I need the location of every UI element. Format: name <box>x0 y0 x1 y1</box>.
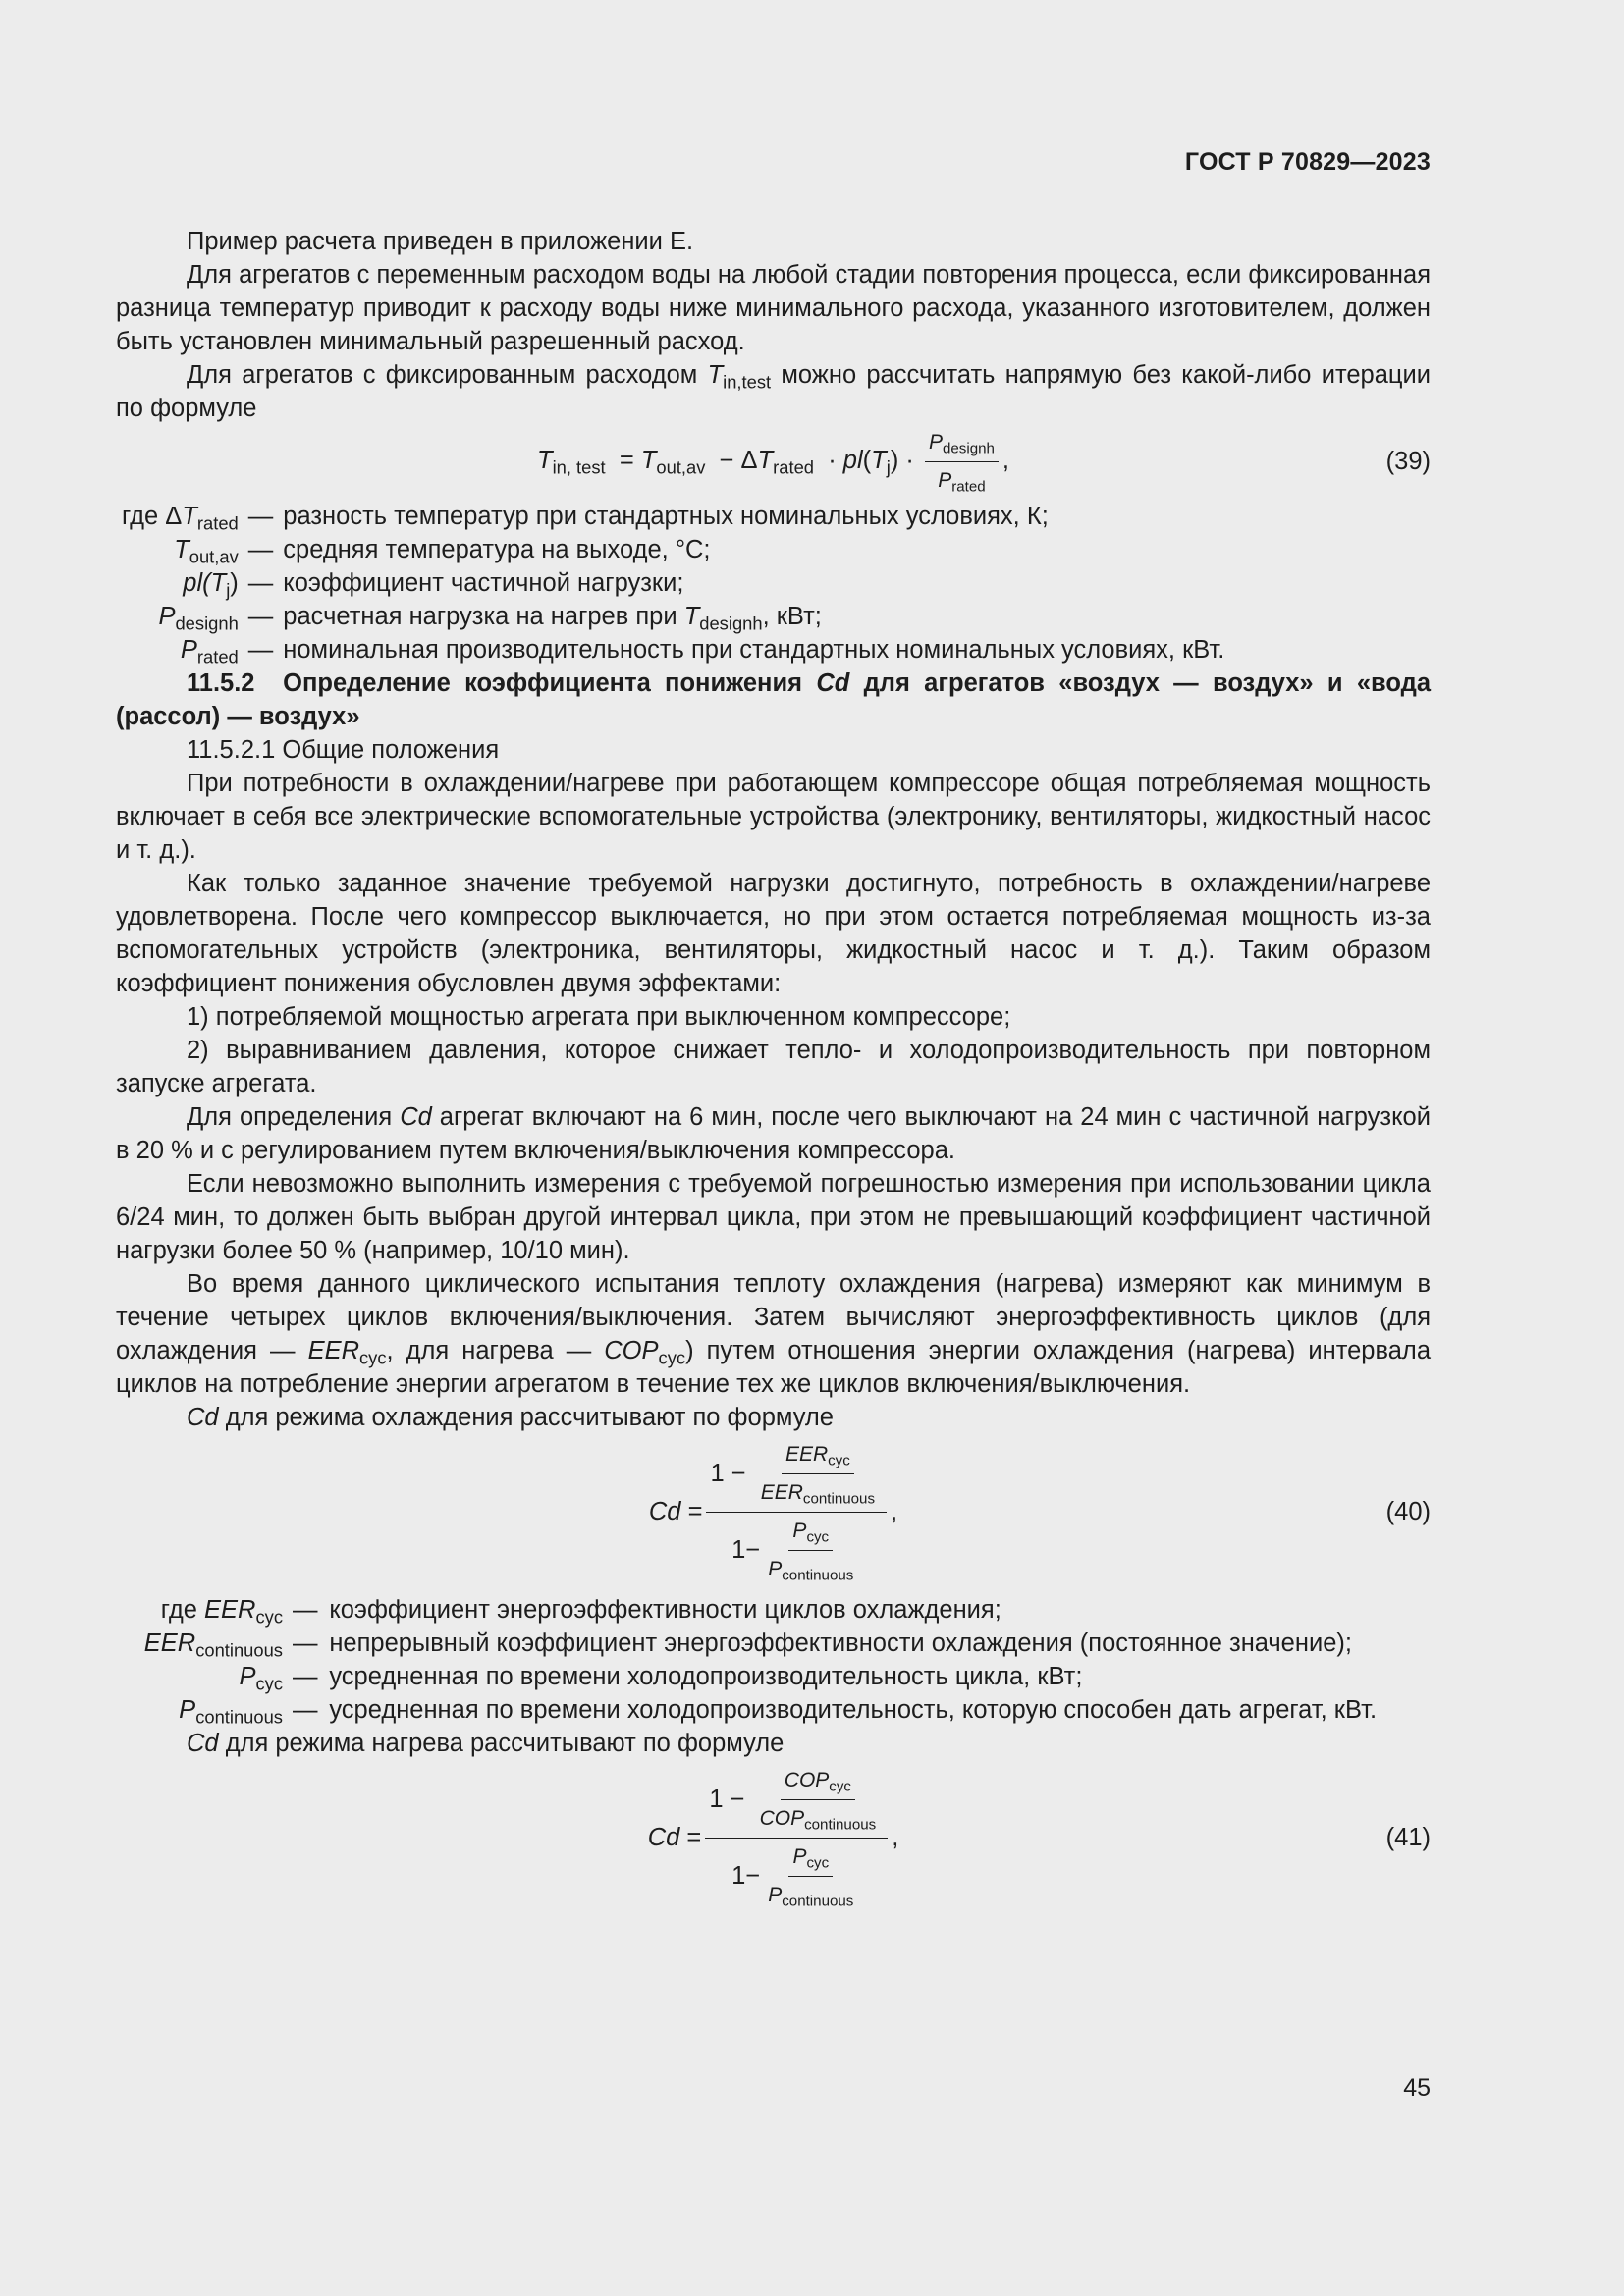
definition-row: $P_{cyc}$ — усредненная по времени холодопроизводительность цикла, кВт; <box>239 1663 1083 1694</box>
fraction: $\frac{P_{cyc}}{P_{continuous}}$ <box>764 1515 857 1586</box>
paragraph: Пример расчета приведен в приложении Е. <box>187 228 694 255</box>
fraction: $\frac{P_{cyc}}{P_{continuous}}$ <box>764 1841 857 1912</box>
definitions-40 <box>116 1593 1431 1727</box>
list-item: 2) выравниванием давления, которое снижает тепло- и холодопроизводительность при повторном запуске агрегата. <box>116 1037 1431 1097</box>
fraction-outer: 1 − $\frac{EER_{cyc}}{EER_{continuous}}$ 1− $\frac{P_{cyc}}{P_{continuous}}$ <box>706 1438 887 1586</box>
definition-row: $T_{out,av}$ — средняя температура на выходе, °С; <box>174 536 711 567</box>
fraction: $\frac{COP_{cyc}}{COP_{continuous}}$ <box>756 1764 881 1836</box>
definition-row: $P_{continuous}$ — усредненная по времени холодопроизводительность, которую способен дать агрегат, кВт. <box>179 1696 1378 1728</box>
formula-39 <box>116 427 1431 496</box>
formula-40-body: Cd = 1 − $\frac{EER_{cyc}}{EER_{continuous}}$ 1− $\frac{P_{cyc}}{P_{continuous}}$ , <box>649 1438 897 1586</box>
paragraph: Для определения Cd агрегат включают на 6 мин, после чего выключают на 24 мин с частичной нагрузкой в 20 % и с регулированием путем включения/выключения компрессора. <box>116 1103 1431 1164</box>
formula-41-body: Cd = 1 − $\frac{COP_{cyc}}{COP_{continuous}}$ 1− $\frac{P_{cyc}}{P_{continuous}}$ , <box>648 1764 899 1912</box>
paragraph: Для агрегатов с фиксированным расходом $T_{in,test}$ можно рассчитать напрямую без какой-либо итерации по формуле <box>116 361 1431 422</box>
page-content <box>116 225 1431 1911</box>
paragraph: Как только заданное значение требуемой нагрузки достигнуто, потребность в охлаждении/нагреве удовлетворена. После чего компрессор выключается, но при этом остается потребляемая мощность из-за вспомогательных устройств (электроника, вентиляторы, жидкостный насос и т. д.). Таким образом коэффициент понижения обусловлен двумя эффектами: <box>116 870 1431 997</box>
paragraph: Для агрегатов с переменным расходом воды на любой стадии повторения процесса, если фиксированная разница температур приводит к расходу воды ниже минимального расхода, указанного изготовителем, должен быть установлен минимальный разрешенный расход. <box>116 261 1431 355</box>
definition-row: $P_{designh}$ — расчетная нагрузка на нагрев при $T_{designh}$, кВт; <box>158 603 822 634</box>
subsection-heading-11-5-2-1: 11.5.2.1 Общие положения <box>187 736 500 764</box>
formula-41 <box>116 1764 1431 1911</box>
definition-row: $pl(T_j)$ — коэффициент частичной нагрузки; <box>183 569 684 601</box>
definition-row: $P_{rated}$ — номинальная производительность при стандартных номинальных условиях, кВт. <box>180 636 1225 667</box>
fraction-outer: 1 − $\frac{COP_{cyc}}{COP_{continuous}}$ 1− $\frac{P_{cyc}}{P_{continuous}}$ <box>705 1764 888 1912</box>
paragraph: При потребности в охлаждении/нагреве при работающем компрессоре общая потребляемая мощность включает в себя все электрические вспомогательные устройства (электронику, вентиляторы, жидкостный насос и т. д.). <box>116 770 1431 864</box>
paragraph: Cd для режима охлаждения рассчитывают по формуле <box>187 1404 834 1431</box>
section-heading-11-5-2: 11.5.2 Определение коэффициента понижения Cd для агрегатов «воздух — воздух» и «вода (рассол) — воздух» <box>116 669 1432 730</box>
definition-row: где $EER_{cyc}$ — коэффициент энергоэффективности циклов охлаждения; <box>160 1596 1001 1628</box>
paragraph: Во время данного циклического испытания теплоту охлаждения (нагрева) измеряют как минимум в течение четырех циклов включения/выключения. Затем вычисляют энергоэффективность циклов (для охлаждения — $EER_{cyc}$, для нагрева — $COP_{cyc}$) путем отношения энергии охлаждения (нагрева) интервала циклов на потребление энергии агрегатом в течение тех же циклов включения/выключения. <box>116 1270 1431 1398</box>
fraction: $\frac{EER_{cyc}}{EER_{continuous}}$ <box>757 1438 879 1510</box>
equation-number: (40) <box>1385 1498 1431 1525</box>
formula-40 <box>116 1438 1431 1585</box>
list-item: 1) потребляемой мощностью агрегата при выключенном компрессоре; <box>187 1003 1011 1031</box>
paragraph: Cd для режима нагрева рассчитывают по формуле <box>187 1730 785 1757</box>
page-number: 45 <box>1403 2074 1431 2102</box>
paragraph: Если невозможно выполнить измерения с требуемой погрешностью измерения при использовании цикла 6/24 мин, то должен быть выбран другой интервал цикла, при этом не превышающий коэффициент частичной нагрузки более 50 % (например, 10/10 мин). <box>116 1170 1431 1264</box>
definition-row: $EER_{continuous}$ — непрерывный коэффициент энергоэффективности охлаждения (постоянное значение); <box>143 1629 1352 1661</box>
equation-number: (41) <box>1385 1824 1431 1851</box>
standard-header: ГОСТ Р 70829—2023 <box>1184 148 1431 176</box>
definition-row: где $\Delta T_{rated}$ — разность температур при стандартных номинальных условиях, К; <box>122 503 1049 534</box>
fraction: $\frac{P_{designh}}{P_{rated}}$ <box>925 426 999 498</box>
formula-39-body: $T_{in, test} = T_{out,av} - \Delta T_{rated} \cdot pl(T_j)$ · $\frac{P_{designh}}{P_{rated}}$ , <box>537 426 1009 498</box>
equation-number: (39) <box>1385 448 1431 475</box>
definitions-39 <box>122 500 1224 667</box>
